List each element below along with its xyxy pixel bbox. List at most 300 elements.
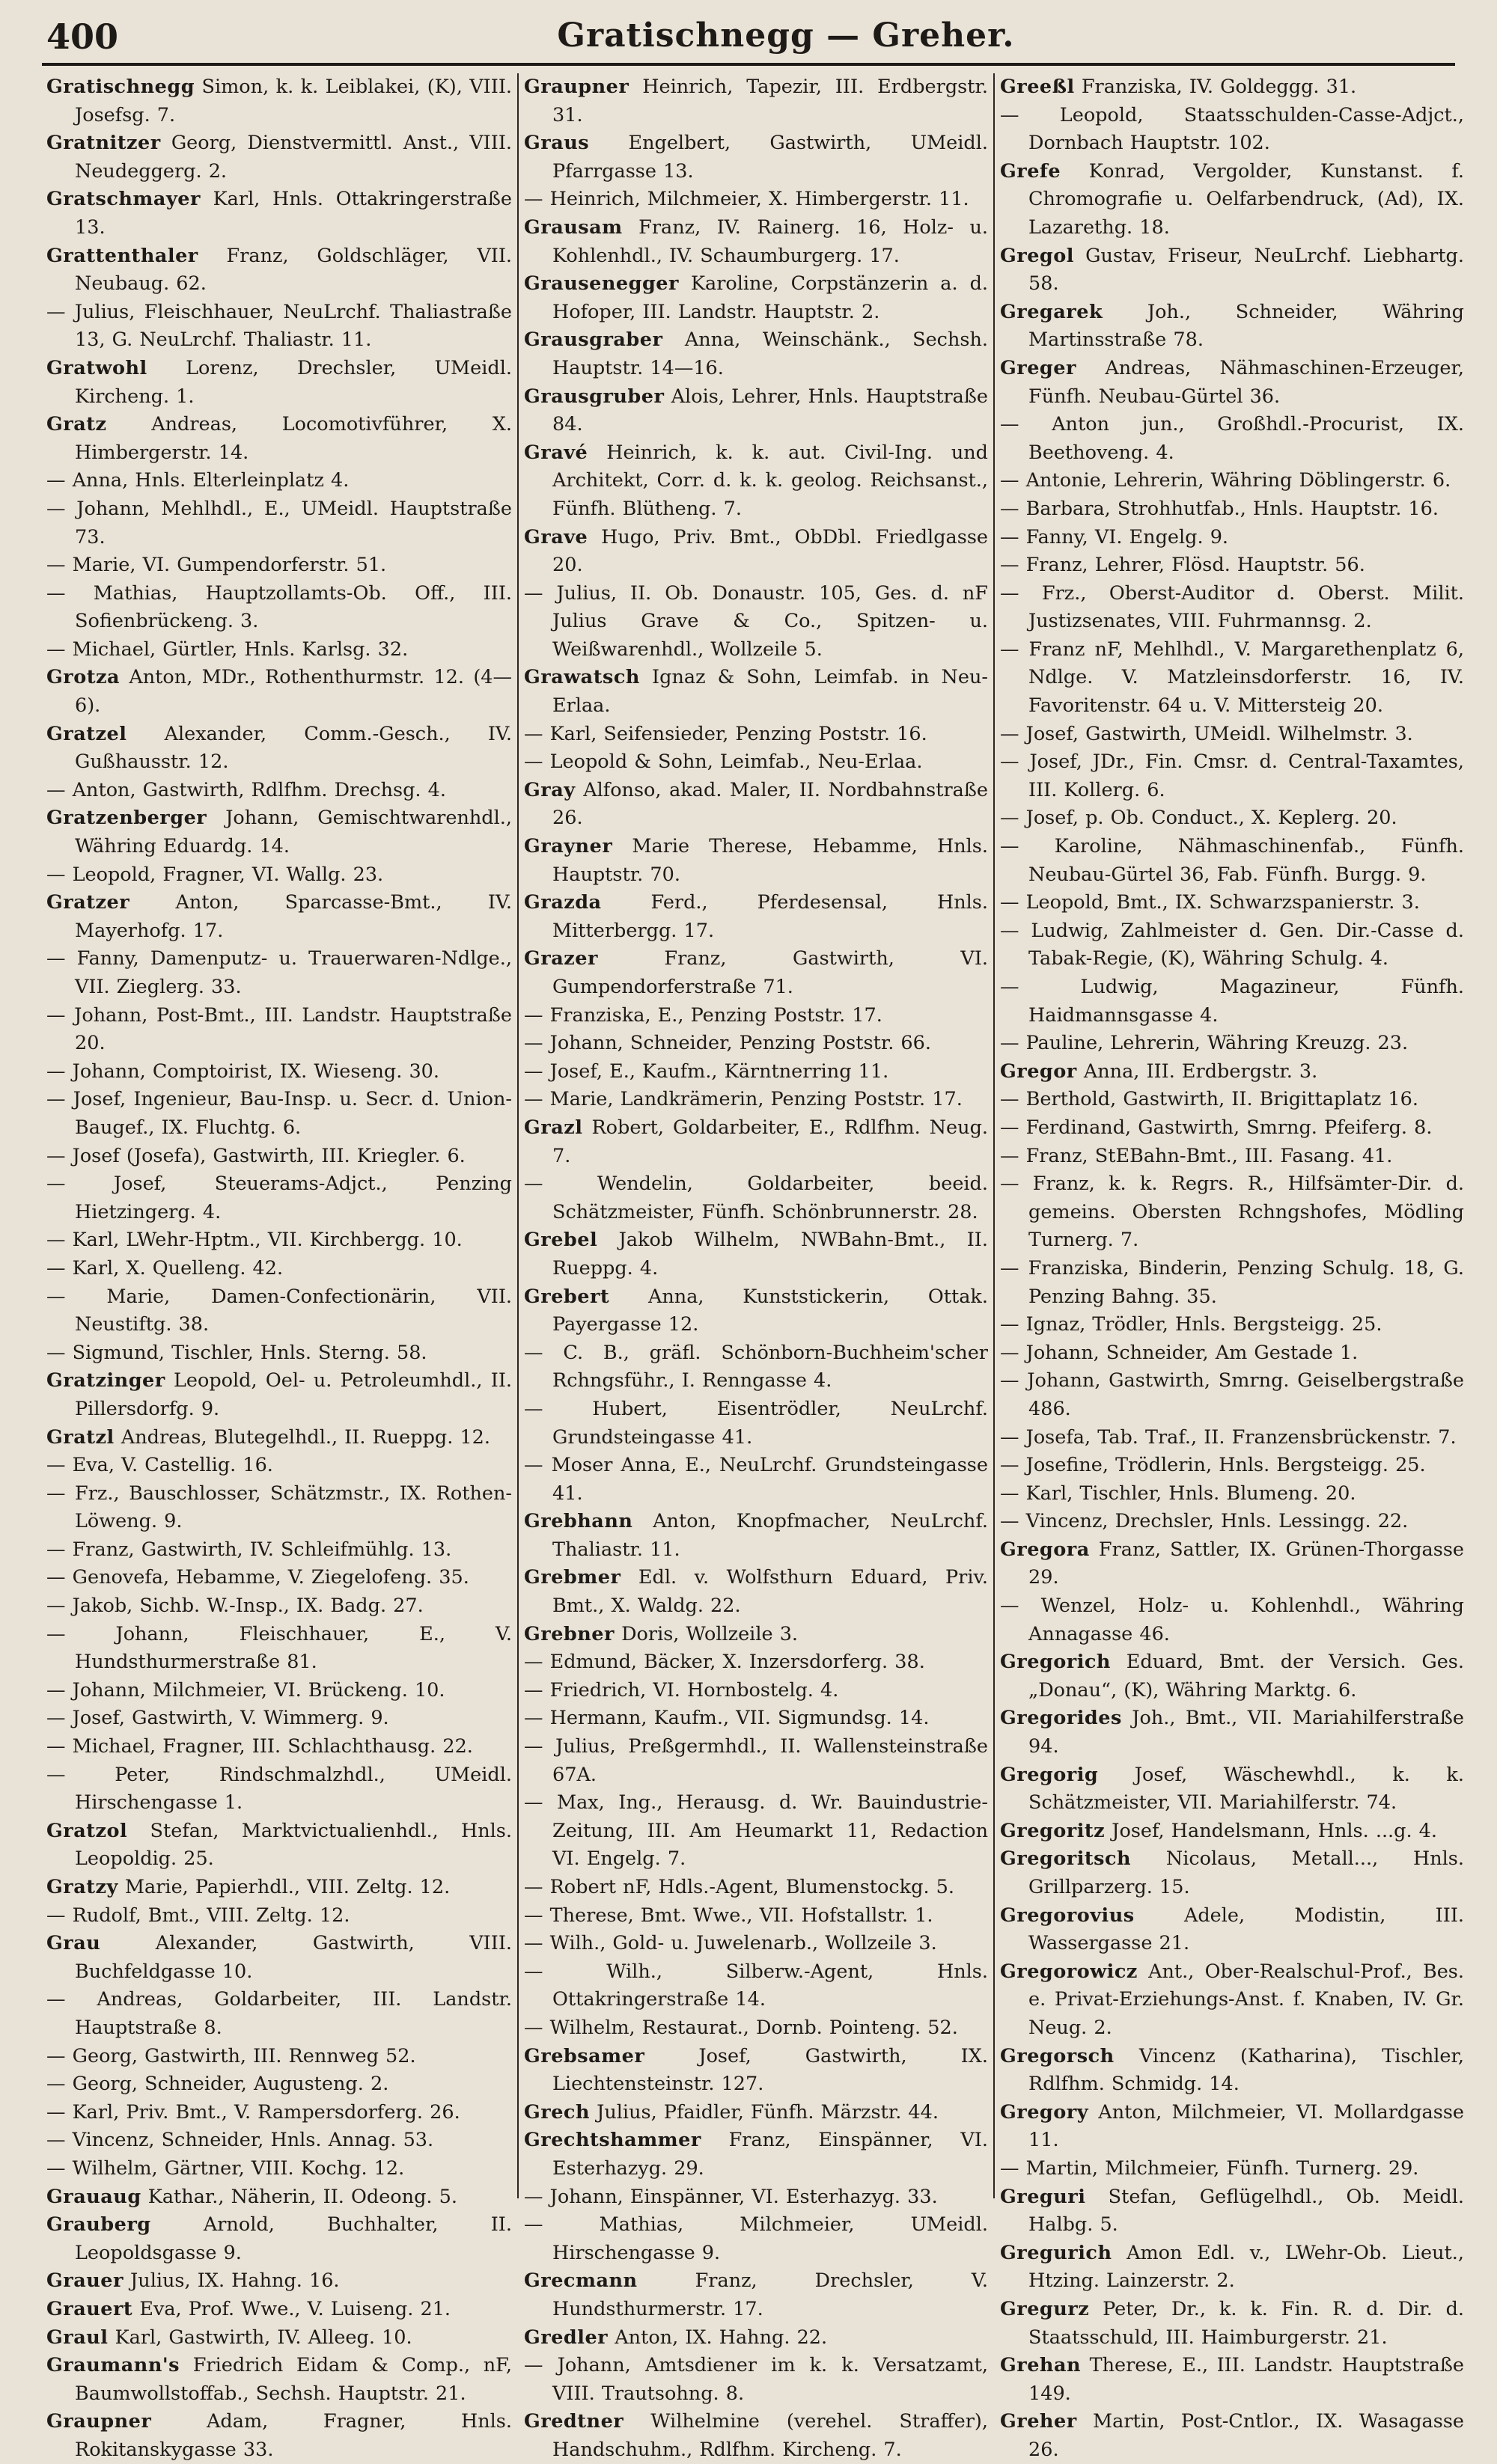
entry-details: — Johann, Schneider, Penzing Poststr. 66. [524, 1032, 931, 1055]
directory-entry [524, 945, 988, 1001]
directory-entry [46, 804, 512, 860]
directory-entry [46, 1930, 512, 1986]
entry-details: — Julius, Preßgermhdl., II. Wallensteinstraße 67A. [524, 1735, 988, 1786]
entry-details: Franz, Gastwirth, VI. Gumpendorferstraße 71. [552, 947, 988, 998]
entry-details: — Franziska, E., Penzing Poststr. 17. [524, 1003, 882, 1027]
entry-surname: Grazer [524, 947, 598, 970]
entry-details: — Pauline, Lehrerin, Währing Kreuzg. 23. [1000, 1032, 1409, 1055]
entry-details: Andreas, Blutegelhdl., II. Rueppg. 12. [121, 1425, 490, 1449]
entry-surname: Gregorides [1000, 1707, 1122, 1730]
directory-entry [1000, 1818, 1464, 1846]
entry-details: — Marie, Landkrämerin, Penzing Poststr. 17. [524, 1088, 963, 1111]
entry-details: Franz, Sattler, IX. Grünen-Thorgasse 29. [1028, 1538, 1465, 1589]
entry-surname: Graumann's [46, 2354, 180, 2377]
entry-details: Marie Therese, Hebamme, Hnls. Hauptstr. 70. [552, 835, 988, 886]
entry-details: Eduard, Bmt. der Versich. Ges. „Donau“, (K), Währing Marktg. 6. [1028, 1651, 1464, 1702]
entry-surname: Grawatsch [524, 666, 640, 689]
entry-details: Jakob Wilhelm, NWBahn-Bmt., II. Rueppg. 4. [552, 1229, 988, 1280]
directory-entry [524, 2183, 988, 2212]
directory-entry [1000, 1367, 1464, 1423]
directory-entry [524, 2267, 988, 2323]
column-1 [46, 73, 513, 2461]
directory-entry [46, 355, 512, 411]
entry-surname: Gratzl [46, 1425, 115, 1449]
entry-details: — Anton jun., Großhdl.-Procurist, IX. Beethoveng. 4. [1000, 413, 1464, 464]
entry-surname: Graupner [46, 2410, 152, 2433]
directory-entry [524, 1030, 988, 1058]
directory-entry [46, 186, 512, 242]
directory-entry [524, 1677, 988, 1705]
directory-entry [46, 495, 512, 551]
entry-surname: Gravé [524, 441, 588, 464]
entry-details: Franz, Drechsler, V. Hundsthurmerstr. 17. [552, 2269, 988, 2320]
directory-entry [1000, 495, 1464, 524]
entry-details: — Robert nF, Hdls.-Agent, Blumenstockg. 5. [524, 1876, 955, 1898]
entry-details: — Mathias, Hauptzollamts-Ob. Off., III. Sofienbrückeng. 3. [46, 581, 512, 633]
entry-details: — Fanny, Damenputz- u. Trauerwaren-Ndlge., VII. Zieglerg. 33. [46, 947, 512, 998]
directory-entry [46, 2155, 512, 2183]
entry-details: Friedrich Eidam & Comp., nF, Baumwollstoffab., Sechsh. Hauptstr. 21. [75, 2354, 513, 2405]
directory-entry [524, 889, 988, 945]
entry-details: Josef, Wäschewhdl., k. k. Schätzmeister, VII. Mariahilferstr. 74. [1028, 1763, 1464, 1815]
entry-details: Anton, Knopfmacher, NeuLrchf. Thaliastr. 11. [552, 1510, 988, 1561]
directory-entry [1000, 1508, 1464, 1536]
directory-entry [524, 1114, 988, 1170]
entry-surname: Grebsamer [524, 2044, 645, 2067]
entry-surname: Grau [46, 1932, 101, 1955]
entry-details: Simon, k. k. Leiblakei, (K), VIII. Josefsg. 7. [75, 76, 512, 126]
directory-entry [524, 1564, 988, 1620]
entry-details: Leopold, Oel- u. Petroleumhdl., II. Pillersdorfg. 9. [75, 1369, 512, 1420]
directory-entry [524, 748, 988, 777]
entry-details: Heinrich, Tapezir, III. Erdbergstr. 31. [552, 76, 988, 126]
entry-details: — Marie, Damen-Confectionärin, VII. Neustiftg. 38. [46, 1285, 512, 1336]
directory-entry [1000, 804, 1464, 833]
directory-entry [1000, 1058, 1464, 1086]
entry-surname: Grecmann [524, 2269, 638, 2293]
entry-surname: Gratwohl [46, 356, 147, 379]
entry-details: — Wilh., Gold- u. Juwelenarb., Wollzeile 3. [524, 1932, 937, 1955]
entry-details: — Michael, Gürtler, Hnls. Karlsg. 32. [46, 638, 409, 661]
entry-details: — Frz., Oberst-Auditor d. Oberst. Milit. Justizsenates, VIII. Fuhrmannsg. 2. [1000, 581, 1464, 633]
entry-details: Karl, Hnls. Ottakringerstraße 13. [75, 188, 513, 239]
directory-entry [46, 1367, 512, 1423]
directory-entry [524, 214, 988, 270]
directory-entry [1000, 1761, 1464, 1818]
entry-details: — Josefa, Tab. Traf., II. Franzensbrückenstr. 7. [1000, 1425, 1457, 1449]
directory-entry [1000, 299, 1464, 355]
entry-details: — Josef, p. Ob. Conduct., X. Keplerg. 20. [1000, 807, 1397, 830]
entry-surname: Grech [524, 2100, 591, 2124]
entry-surname: Gray [524, 778, 576, 801]
entry-details: — Frz., Bauschlosser, Schätzmstr., IX. Rothen-Löweng. 9. [46, 1482, 512, 1533]
entry-details: Peter, Dr., k. k. Fin. R. d. Dir. d. Staatsschuld, III. Haimburgerstr. 21. [1028, 2297, 1465, 2349]
directory-entry [46, 2043, 512, 2071]
entry-surname: Grotza [46, 666, 121, 689]
entry-surname: Grausenegger [524, 272, 679, 296]
directory-entry [1000, 2043, 1464, 2099]
directory-entry [46, 2070, 512, 2099]
entry-surname: Gregorig [1000, 1763, 1099, 1786]
directory-entry [46, 945, 512, 1001]
entry-details: Julius, IX. Hahng. 16. [130, 2269, 340, 2293]
entry-surname: Gratzinger [46, 1369, 165, 1393]
entry-details: — Ignaz, Trödler, Hnls. Bergsteigg. 25. [1000, 1313, 1382, 1336]
directory-entry [1000, 973, 1464, 1030]
directory-entry [1000, 1424, 1464, 1452]
entry-details: — Wilhelm, Restaurat., Dornb. Pointeng. 52. [524, 2016, 958, 2039]
entry-details: Edl. v. Wolfsthurn Eduard, Priv. Bmt., X. Waldg. 22. [552, 1566, 989, 1618]
entry-surname: Grebert [524, 1285, 610, 1308]
entry-details: Heinrich, k. k. aut. Civil-Ing. und Architekt, Corr. d. k. k. geolog. Reichsanst., Fünfh. Blütheng. 7. [552, 441, 989, 520]
entry-details: Anna, III. Erdbergstr. 3. [1083, 1060, 1318, 1083]
entry-surname: Gregol [1000, 244, 1074, 267]
directory-entry [524, 2352, 988, 2408]
entry-surname: Gratzy [46, 1876, 118, 1898]
entry-surname: Gratzenberger [46, 807, 207, 830]
directory-entry [46, 1902, 512, 1930]
directory-entry [46, 636, 512, 664]
directory-entry [46, 861, 512, 890]
directory-entry [46, 1143, 512, 1171]
directory-entry [524, 777, 988, 833]
entry-surname: Gredler [524, 2326, 609, 2349]
directory-entry [1000, 889, 1464, 917]
entry-details: Karoline, Corpstänzerin a. d. Hofoper, III. Landstr. Hauptstr. 2. [552, 272, 988, 323]
directory-entry [46, 1536, 512, 1565]
directory-entry [46, 2099, 512, 2127]
directory-entry [524, 1789, 988, 1874]
entry-details: — Josef, E., Kaufm., Kärntnerring 11. [524, 1060, 889, 1083]
entry-details: — Rudolf, Bmt., VIII. Zeltg. 12. [46, 1904, 350, 1927]
entry-details: — Wilhelm, Gärtner, VIII. Kochg. 12. [46, 2156, 405, 2180]
directory-entry [1000, 242, 1464, 299]
directory-entry [46, 1086, 512, 1142]
entry-surname: Grebel [524, 1229, 598, 1252]
directory-entry [46, 2352, 512, 2408]
entry-details: — Franz, Gastwirth, IV. Schleifmühlg. 13. [46, 1538, 452, 1561]
entry-details: Josef, Handelsmann, Hnls. ...g. 4. [1112, 1819, 1438, 1842]
entry-details: — Karl, LWehr-Hptm., VII. Kirchbergg. 10. [46, 1229, 463, 1252]
directory-entry [46, 1170, 512, 1226]
directory-entry [46, 1705, 512, 1733]
entry-details: — Josef, Gastwirth, UMeidl. Wilhelmstr. 3. [1000, 722, 1413, 745]
directory-entry [46, 1621, 512, 1677]
entry-details: Anton, IX. Hahng. 22. [615, 2326, 828, 2349]
directory-entry [1000, 721, 1464, 749]
directory-entry [1000, 1170, 1464, 1255]
directory-entry [1000, 1311, 1464, 1339]
directory-entry [46, 1761, 512, 1818]
directory-entry [1000, 73, 1464, 102]
entry-details: — Moser Anna, E., NeuLrchf. Grundsteingasse 41. [524, 1454, 988, 1505]
directory-entry [1000, 2099, 1464, 2155]
directory-entry [524, 1958, 988, 2014]
entry-details: — Johann, Einspänner, VI. Esterhazyg. 33. [524, 2185, 938, 2208]
directory-entry [46, 1818, 512, 1874]
entry-details: — Leopold, Bmt., IX. Schwarzspanierstr. 3. [1000, 891, 1420, 914]
directory-entry [524, 186, 988, 214]
directory-entry [524, 129, 988, 186]
entry-details: Stefan, Geflügelhdl., Ob. Meidl. Halbg. 5. [1028, 2185, 1464, 2237]
directory-entry [1000, 1030, 1464, 1058]
entry-details: Joh., Bmt., VII. Mariahilferstraße 94. [1028, 1707, 1464, 1758]
directory-entry [1000, 2352, 1464, 2408]
entry-details: Hugo, Priv. Bmt., ObDbl. Friedlgasse 20. [552, 525, 989, 577]
entry-details: — Franz, StEBahn-Bmt., III. Fasang. 41. [1000, 1144, 1393, 1167]
entry-details: — Josef, Steuerams-Adjct., Penzing Hietzingerg. 4. [46, 1173, 512, 1223]
entry-surname: Grave [524, 525, 588, 548]
entry-details: — Georg, Gastwirth, III. Rennweg 52. [46, 2044, 416, 2067]
directory-entry [524, 383, 988, 439]
directory-entry [1000, 2155, 1464, 2183]
entry-surname: Grausam [524, 215, 623, 239]
entry-details: Kathar., Näherin, II. Odeong. 5. [147, 2185, 457, 2208]
entry-details: Andreas, Nähmaschinen-Erzeuger, Fünfh. Neubau-Gürtel 36. [1028, 356, 1464, 408]
directory-entry [1000, 917, 1464, 973]
directory-entry [1000, 748, 1464, 804]
directory-entry [524, 1395, 988, 1452]
entry-surname: Grebner [524, 1622, 615, 1645]
entry-details: — Franziska, Binderin, Penzing Schulg. 18, G. Penzing Bahng. 35. [1000, 1256, 1464, 1308]
entry-surname: Gregoritz [1000, 1819, 1106, 1842]
entry-details: Wilhelmine (verehel. Straffer), Handschuhm., Rdlfhm. Kircheng. 7. [552, 2410, 988, 2461]
entry-details: Anton, Milchmeier, VI. Mollardgasse 11. [1028, 2100, 1464, 2152]
entry-surname: Gregor [1000, 1060, 1077, 1083]
entry-details: — Johann, Schneider, Am Gestade 1. [1000, 1341, 1359, 1364]
entry-details: — Leopold, Fragner, VI. Wallg. 23. [46, 863, 384, 886]
directory-entry [46, 1452, 512, 1480]
entry-surname: Grefe [1000, 159, 1061, 183]
entry-surname: Greher [1000, 2410, 1077, 2433]
entry-surname: Gregorovius [1000, 1904, 1135, 1927]
entry-details: Anna, Weinschänk., Sechsh. Hauptstr. 14—16. [552, 328, 988, 379]
entry-details: — Heinrich, Milchmeier, X. Himbergerstr. 11. [524, 188, 969, 211]
directory-entry [524, 1508, 988, 1564]
directory-entry [524, 2014, 988, 2043]
entry-details: — Leopold & Sohn, Leimfab., Neu-Erlaa. [524, 750, 923, 774]
entry-details: Alfonso, akad. Maler, II. Nordbahnstraße 26. [552, 778, 988, 830]
entry-details: — Anton, Gastwirth, Rdlfhm. Drechsg. 4. [46, 778, 446, 801]
entry-surname: Gratzol [46, 1819, 128, 1842]
directory-entry [524, 439, 988, 524]
entry-details: Konrad, Vergolder, Kunstanst. f. Chromografie u. Oelfarbendruck, (Ad), IX. Lazarethg. 18. [1028, 159, 1464, 239]
entry-surname: Gregory [1000, 2100, 1089, 2124]
entry-details: — Sigmund, Tischler, Hnls. Sterng. 58. [46, 1341, 427, 1364]
entry-details: — Karl, Tischler, Hnls. Blumeng. 20. [1000, 1482, 1356, 1505]
entry-details: Robert, Goldarbeiter, E., Rdlfhm. Neug. 7. [552, 1116, 989, 1167]
entry-surname: Graus [524, 132, 590, 155]
directory-entry [46, 467, 512, 495]
entry-details: — Wenzel, Holz- u. Kohlenhdl., Währing Annagasse 46. [1000, 1595, 1464, 1645]
entry-details: — Andreas, Goldarbeiter, III. Landstr. Hauptstraße 8. [46, 1988, 512, 2039]
directory-entry [1000, 1648, 1464, 1705]
header-rule [42, 63, 1455, 66]
entry-details: Gustav, Friseur, NeuLrchf. Liebhartg. 58. [1028, 244, 1464, 296]
entry-details: — Hermann, Kaufm., VII. Sigmundsg. 14. [524, 1707, 930, 1730]
entry-details: — Friedrich, VI. Hornbostelg. 4. [524, 1678, 839, 1702]
entry-details: — Eva, V. Castellig. 16. [46, 1454, 273, 1477]
entry-details: — Martin, Milchmeier, Fünfh. Turnerg. 29. [1000, 2156, 1419, 2180]
directory-entry [1000, 2296, 1464, 2352]
directory-entry [46, 1564, 512, 1592]
directory-entry [524, 721, 988, 749]
directory-entry [1000, 1339, 1464, 1368]
entry-surname: Grazda [524, 891, 602, 914]
entry-surname: Grauaug [46, 2185, 141, 2208]
entry-surname: Greger [1000, 356, 1076, 379]
entry-details: — Josef (Josefa), Gastwirth, III. Kriegler. 6. [46, 1144, 466, 1167]
directory-entry [524, 833, 988, 889]
entry-details: Josef, Gastwirth, IX. Liechtensteinstr. 127. [552, 2044, 988, 2096]
entry-details: Ant., Ober-Realschul-Prof., Bes. e. Privat-Erziehungs-Anst. f. Knaben, IV. Gr. Neug. 2. [1028, 1960, 1464, 2039]
entry-details: Martin, Post-Cntlor., IX. Wasagasse 26. [1028, 2410, 1464, 2461]
directory-entry [524, 1452, 988, 1508]
entry-details: Ferd., Pferdesensal, Hnls. Mitterbergg. 17. [552, 891, 988, 942]
column-divider [517, 73, 519, 2198]
entry-details: Engelbert, Gastwirth, UMeidl. Pfarrgasse 13. [552, 132, 989, 183]
entry-details: — Johann, Post-Bmt., III. Landstr. Hauptstraße 20. [46, 1003, 512, 1055]
directory-entry [46, 664, 512, 720]
directory-entry [524, 326, 988, 382]
directory-entry [1000, 1480, 1464, 1508]
entry-details: — Vincenz, Schneider, Hnls. Annag. 53. [46, 2129, 434, 2152]
entry-details: — Fanny, VI. Engelg. 9. [1000, 525, 1229, 548]
entry-details: — Hubert, Eisentrödler, NeuLrchf. Grundsteingasse 41. [524, 1397, 988, 1449]
directory-entry [1000, 411, 1464, 467]
entry-details: — Wilh., Silberw.-Agent, Hnls. Ottakringerstraße 14. [524, 1960, 988, 2011]
entry-details: Georg, Dienstvermittl. Anst., VIII. Neudeggerg. 2. [75, 132, 512, 183]
entry-details: — Ludwig, Zahlmeister d. Gen. Dir.-Casse d. Tabak-Regie, (K), Währing Schulg. 4. [1000, 919, 1464, 970]
entry-details: Anton, Sparcasse-Bmt., IV. Mayerhofg. 17. [75, 891, 513, 942]
directory-entry [524, 270, 988, 326]
directory-entry [524, 1170, 988, 1226]
directory-entry [1000, 1902, 1464, 1958]
directory-entry [524, 1705, 988, 1733]
entry-details: — Franz, k. k. Regrs. R., Hilfsämter-Dir. d. gemeins. Obersten Rchngshofes, Mödling Turnerg. 7. [1000, 1173, 1464, 1252]
entry-details: — Anna, Hnls. Elterleinplatz 4. [46, 469, 350, 492]
directory-entry [46, 2296, 512, 2324]
directory-entry [46, 2127, 512, 2155]
directory-entry [1000, 580, 1464, 636]
entry-surname: Greguri [1000, 2185, 1086, 2208]
entry-details: — Johann, Mehlhdl., E., UMeidl. Hauptstraße 73. [46, 497, 512, 548]
entry-surname: Gregora [1000, 1538, 1090, 1561]
entry-details: Amon Edl. v., LWehr-Ob. Lieut., Htzing. Lainzerstr. 2. [1028, 2241, 1464, 2293]
directory-entry [524, 1058, 988, 1086]
entry-details: Andreas, Locomotivführer, X. Himbergerstr. 14. [75, 413, 512, 464]
directory-entry [46, 777, 512, 805]
entry-details: — Leopold, Staatsschulden-Casse-Adjct., Dornbach Hauptstr. 102. [1000, 103, 1464, 155]
entry-surname: Grebmer [524, 1566, 621, 1589]
entry-details: Vincenz (Katharina), Tischler, Rdlfhm. Schmidg. 14. [1028, 2044, 1464, 2096]
directory-entry [46, 1226, 512, 1255]
directory-entry [524, 580, 988, 664]
entry-surname: Grausgraber [524, 328, 663, 352]
entry-details: — C. B., gräfl. Schönborn-Buchheim'scher Rchngsführ., I. Renngasse 4. [524, 1341, 988, 1393]
entry-details: — Ludwig, Magazineur, Fünfh. Haidmannsgasse 4. [1000, 976, 1464, 1027]
directory-entry [1000, 524, 1464, 552]
entry-details: — Franz nF, Mehlhdl., V. Margarethenplatz 6, Ndlge. V. Matzleinsdorferstr. 16, IV. Favoritenstr. 64 u. V. Mittersteig 20. [1000, 638, 1464, 718]
directory-entry [524, 1086, 988, 1114]
entry-details: — Karl, X. Quelleng. 42. [46, 1256, 284, 1280]
entry-details: — Johann, Comptoirist, IX. Wieseng. 30. [46, 1060, 440, 1083]
directory-entry [46, 1733, 512, 1761]
directory-entry [524, 1283, 988, 1339]
entry-details: — Karoline, Nähmaschinenfab., Fünfh. Neubau-Gürtel 36, Fab. Fünfh. Burgg. 9. [1000, 835, 1464, 886]
directory-entry [1000, 1452, 1464, 1480]
directory-entry [524, 1930, 988, 1958]
entry-details: — Karl, Priv. Bmt., V. Rampersdorferg. 26. [46, 2100, 460, 2124]
directory-entry [1000, 1845, 1464, 1901]
entry-details: Anna, Kunststickerin, Ottak. Payergasse 12. [552, 1285, 988, 1336]
column-divider [993, 73, 995, 2198]
entry-details: — Michael, Fragner, III. Schlachthausg. 22. [46, 1735, 473, 1758]
directory-entry [46, 73, 512, 129]
page-number: 400 [46, 16, 119, 57]
column-3 [1000, 73, 1465, 2461]
entry-surname: Grattenthaler [46, 244, 198, 267]
directory-entry [1000, 1086, 1464, 1114]
entry-details: Stefan, Marktvictualienhdl., Hnls. Leopoldig. 25. [75, 1819, 513, 1871]
entry-details: — Jakob, Sichb. W.-Insp., IX. Badg. 27. [46, 1595, 424, 1618]
entry-details: — Johann, Amtsdiener im k. k. Versatzamt, VIII. Trautsohng. 8. [524, 2354, 988, 2405]
directory-entry [524, 2211, 988, 2267]
entry-surname: Grauer [46, 2269, 124, 2293]
entry-details: Arnold, Buchhalter, II. Leopoldsgasse 9. [75, 2213, 512, 2264]
entry-details: — Josef, Gastwirth, V. Wimmerg. 9. [46, 1707, 389, 1730]
directory-entry [46, 299, 512, 355]
directory-entry [46, 1283, 512, 1339]
entry-surname: Gratschmayer [46, 188, 201, 211]
entry-details: Franz, IV. Rainerg. 16, Holz- u. Kohlenhdl., IV. Schaumburgerg. 17. [552, 215, 989, 267]
entry-details: — Antonie, Lehrerin, Währing Döblingerstr. 6. [1000, 469, 1451, 492]
entry-details: Eva, Prof. Wwe., V. Luiseng. 21. [139, 2297, 451, 2320]
directory-entry [1000, 102, 1464, 158]
entry-surname: Grazl [524, 1116, 583, 1139]
entry-surname: Gratz [46, 413, 107, 436]
entry-details: Nicolaus, Metall..., Hnls. Grillparzerg. 15. [1028, 1847, 1464, 1898]
directory-entry [46, 889, 512, 945]
entry-surname: Graul [46, 2326, 109, 2349]
directory-entry [524, 1648, 988, 1677]
entry-details: Lorenz, Drechsler, UMeidl. Kircheng. 1. [75, 356, 512, 408]
entry-surname: Gratzer [46, 891, 130, 914]
directory-entry [524, 2408, 988, 2464]
entry-details: Franziska, IV. Goldeggg. 31. [1081, 76, 1357, 98]
directory-entry [524, 1733, 988, 1789]
directory-entry [46, 551, 512, 580]
directory-entry [46, 2267, 512, 2296]
directory-entry [46, 242, 512, 299]
directory-entry [1000, 833, 1464, 889]
directory-entry [1000, 2183, 1464, 2240]
directory-entry [524, 1002, 988, 1030]
entry-details: — Berthold, Gastwirth, II. Brigittaplatz 16. [1000, 1088, 1418, 1111]
entry-details: Franz, Goldschläger, VII. Neubaug. 62. [75, 244, 513, 296]
entry-details: — Johann, Fleischhauer, E., V. Hundsthurmerstraße 81. [46, 1622, 512, 1674]
entry-details: — Karl, Seifensieder, Penzing Poststr. 16. [524, 722, 927, 745]
entry-details: Alexander, Comm.-Gesch., IV. Gußhausstr. 12. [75, 722, 512, 774]
directory-entry [46, 1058, 512, 1086]
directory-entry [1000, 2408, 1464, 2464]
directory-entry [524, 2324, 988, 2353]
entry-surname: Gregorsch [1000, 2044, 1115, 2067]
entry-details: Ignaz & Sohn, Leimfab. in Neu-Erlaa. [552, 666, 988, 718]
entry-surname: Grayner [524, 835, 613, 858]
entry-details: — Josefine, Trödlerin, Hnls. Bergsteigg. 25. [1000, 1454, 1426, 1477]
entry-details: — Josef, JDr., Fin. Cmsr. d. Central-Taxamtes, III. Kollerg. 6. [1000, 750, 1464, 801]
